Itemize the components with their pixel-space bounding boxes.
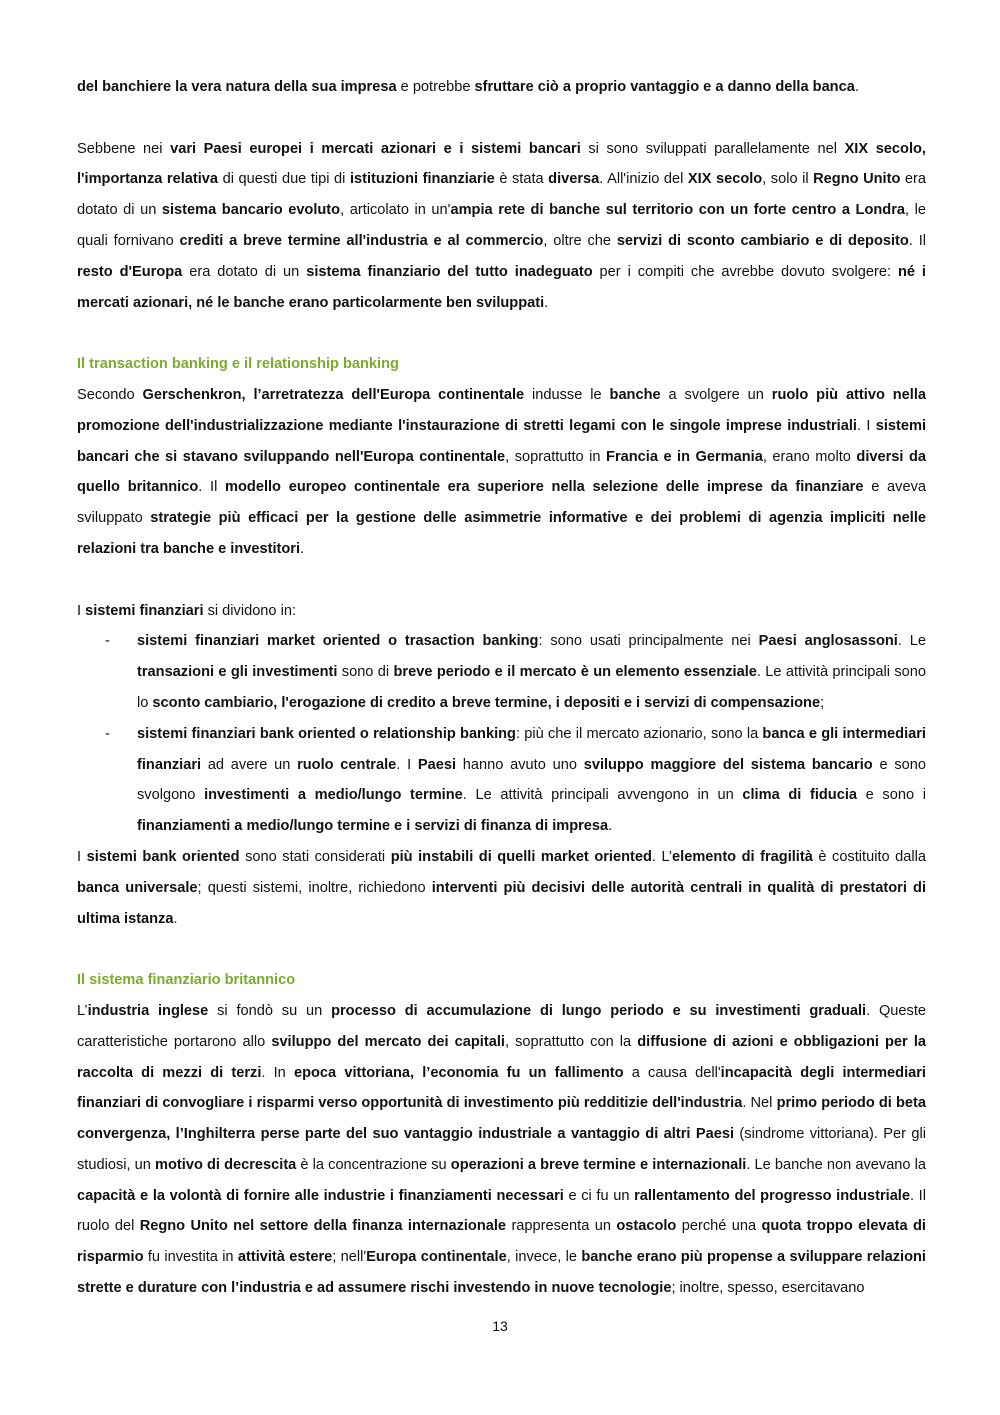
bold-text: quota troppo elevata di risparmio xyxy=(77,1218,926,1266)
page-number: 13 xyxy=(492,1318,508,1334)
bold-text: industria inglese xyxy=(87,1002,209,1019)
bold-text: capacità e la volontà di fornire alle industrie i finanziamenti necessari xyxy=(77,1187,564,1204)
bold-text: ampia rete di banche sul territorio con un forte centro a Londra xyxy=(450,202,906,219)
list-dash: - xyxy=(105,633,110,650)
bold-text: sfruttare ciò a proprio vantaggio e a danno della banca xyxy=(474,79,855,95)
bold-text: epoca vittoriana, l’economia fu un fallimento xyxy=(293,1064,624,1081)
text-run: , oltre che xyxy=(543,232,617,249)
bold-text: sistemi finanziari market oriented o trasaction banking xyxy=(137,633,539,650)
text-run: . I xyxy=(856,417,876,434)
bold-text: banche xyxy=(609,386,661,403)
list-item-bank-oriented xyxy=(77,719,926,842)
text-run: ad avere un xyxy=(201,756,298,773)
bold-text: Europa continentale xyxy=(366,1249,507,1266)
bold-text: Francia e in Germania xyxy=(606,448,763,465)
text-run: , solo il xyxy=(762,171,814,188)
text-run: si fondò su un xyxy=(208,1002,332,1019)
text-run: , articolato in un' xyxy=(340,202,451,219)
financial-systems-list xyxy=(77,626,926,842)
text-run: . All'inizio del xyxy=(599,171,688,188)
bold-text: ruolo centrale xyxy=(297,756,397,773)
text-run: è stata xyxy=(494,171,549,188)
text-run: ; inoltre, spesso, esercitavano xyxy=(671,1280,865,1297)
text-run: per i compiti che avrebbe dovuto svolgere: xyxy=(592,263,898,280)
bold-text: diversa xyxy=(548,171,600,188)
text-run: perché una xyxy=(676,1218,762,1235)
list-item-text xyxy=(137,633,926,711)
text-run: . xyxy=(854,79,859,95)
bold-text: Gerschenkron, l’arretratezza dell'Europa continentale xyxy=(142,386,525,403)
bold-text: Paesi anglosassoni xyxy=(758,633,898,650)
text-run: Secondo xyxy=(77,386,143,403)
text-run: sono di xyxy=(337,664,394,681)
text-run: . xyxy=(608,818,613,835)
text-run: indusse le xyxy=(524,386,610,403)
bold-text: istituzioni finanziarie xyxy=(349,171,495,188)
bold-text: sistemi bancari che si stavano sviluppando nell'Europa continentale xyxy=(77,417,927,465)
text-run: e potrebbe xyxy=(396,79,475,95)
list-item-text xyxy=(137,726,926,834)
bold-text: banche erano più propense a sviluppare relazioni strette e durature con l’industria e ad assumere rischi investendo in nuove tecnologie xyxy=(77,1249,926,1297)
bold-text: finanziamenti a medio/lungo termine e i servizi di finanza di impresa xyxy=(137,818,609,835)
bold-text: motivo di decrescita xyxy=(155,1156,297,1173)
bold-text: interventi più decisivi delle autorità centrali in qualità di prestatori di ultima istanza xyxy=(77,879,927,927)
bold-text: XIX secolo, l'importanza relativa xyxy=(77,140,926,188)
bold-text: ruolo più attivo nella promozione dell'industrializzazione mediante l'instaurazione di stretti legami con le singole imprese industriali xyxy=(77,386,927,434)
text-run: hanno avuto uno xyxy=(456,756,584,773)
text-run: . Il ruolo del xyxy=(77,1187,926,1235)
text-run: , erano molto xyxy=(762,448,857,465)
text-run: . Il xyxy=(198,479,226,496)
bold-text: sistemi finanziari bank oriented o relationship banking xyxy=(137,725,516,742)
text-run: e aveva sviluppato xyxy=(77,479,926,527)
text-run: ; questi sistemi, inoltre, richiedono xyxy=(197,879,432,896)
bold-text: banca e gli intermediari finanziari xyxy=(137,725,926,773)
section-heading-sistema-britannico: Il sistema finanziario britannico xyxy=(77,972,296,989)
bold-text: ostacolo xyxy=(616,1218,677,1235)
bold-text: strategie più efficaci per la gestione delle asimmetrie informative e dei problemi di agenzia impliciti nelle relazioni tra banche e investitori xyxy=(77,510,926,557)
bold-text: vari Paesi europei i mercati azionari e i sistemi bancari xyxy=(170,140,581,157)
text-run: di questi due tipi di xyxy=(218,171,350,188)
bold-text: sviluppo del mercato dei capitali xyxy=(271,1033,505,1050)
bold-text: servizi di sconto cambiario e di deposito xyxy=(616,232,909,249)
bold-text: né i mercati azionari, né le banche erano particolarmente ben sviluppati xyxy=(77,263,926,311)
bold-text: Regno Unito nel settore della finanza internazionale xyxy=(139,1218,507,1235)
bold-text: sistema finanziario del tutto inadeguato xyxy=(306,263,593,280)
list-dash: - xyxy=(105,725,110,742)
paragraph-sebbene xyxy=(77,134,926,319)
text-run: sono stati considerati xyxy=(239,848,391,865)
text-run: , soprattutto in xyxy=(505,448,607,465)
paragraph-bank-oriented xyxy=(77,842,926,934)
text-run: e sono svolgono xyxy=(137,756,926,804)
text-run: è costituito dalla xyxy=(812,848,926,865)
paragraph-sistemi-finanziari xyxy=(77,596,926,627)
bold-text: sistema bancario evoluto xyxy=(161,202,341,219)
text-run: : più che il mercato azionario, sono la xyxy=(515,725,763,742)
text-run: e ci fu un xyxy=(563,1187,635,1204)
text-run: e sono i xyxy=(857,787,926,804)
bold-text: crediti a breve termine all'industria e al commercio xyxy=(179,232,544,249)
text-run: , le quali fornivano xyxy=(77,202,926,249)
bold-text: sistemi bank oriented xyxy=(86,848,240,865)
paragraph-gerschenkron xyxy=(77,380,926,565)
paragraph-intro xyxy=(77,72,926,103)
bold-text: banca universale xyxy=(77,879,198,896)
bold-text: modello europeo continentale era superiore nella selezione delle imprese da finanziare xyxy=(225,479,864,496)
list-item-market-oriented xyxy=(77,626,926,718)
bold-text: sconto cambiario, l'erogazione di credito a breve termine, i depositi e i servizi di compensazione xyxy=(152,694,821,711)
text-run: : sono usati principalmente nei xyxy=(538,633,759,650)
bold-text: attività estere xyxy=(237,1249,333,1266)
bold-text: rallentamento del progresso industriale xyxy=(634,1187,910,1204)
text-run: ; nell' xyxy=(332,1249,367,1266)
text-run: . xyxy=(173,910,178,927)
bold-text: sviluppo maggiore del sistema bancario xyxy=(583,756,873,773)
text-run: L’ xyxy=(77,1002,88,1019)
text-run: , invece, le xyxy=(506,1249,582,1266)
bold-text: del banchiere la vera natura della sua impresa xyxy=(77,79,397,95)
bold-text: clima di fiducia xyxy=(742,787,858,804)
bold-text: diffusione di azioni e obbligazioni per la raccolta di mezzi di terzi xyxy=(77,1033,926,1081)
text-run: . Il xyxy=(908,232,927,249)
bold-text: più instabili di quelli market oriented xyxy=(390,848,652,865)
bold-text: processo di accumulazione di lungo periodo e su investimenti graduali xyxy=(331,1002,867,1019)
bold-text: transazioni e gli investimenti xyxy=(137,664,338,681)
text-run: . I xyxy=(396,756,418,773)
text-run: . Le attività principali sono lo xyxy=(137,664,927,711)
bold-text: Paesi xyxy=(417,756,457,773)
text-run: . Queste caratteristiche portarono allo xyxy=(77,1002,927,1050)
text-run: . Le banche non avevano la xyxy=(746,1156,927,1173)
bold-text: diversi da quello britannico xyxy=(77,448,927,496)
bold-text: elemento di fragilità xyxy=(672,848,813,865)
text-run: . Le attività principali avvengono in un xyxy=(462,787,743,804)
text-run: , soprattutto con la xyxy=(504,1033,638,1050)
text-run: era dotato di un xyxy=(77,171,927,219)
bold-text: Regno Unito xyxy=(813,171,901,188)
paragraph-britannico xyxy=(77,996,926,1304)
bold-text: XIX secolo xyxy=(687,171,763,188)
text-run: si sono sviluppati parallelamente nel xyxy=(580,140,845,157)
text-run: è la concentrazione su xyxy=(296,1156,451,1173)
text-run: I xyxy=(77,848,87,865)
bold-text: resto d'Europa xyxy=(77,263,183,280)
text-run: . xyxy=(544,294,549,311)
text-run: . In xyxy=(261,1064,294,1081)
bold-text: primo periodo di beta convergenza, l’Inghilterra perse parte del suo vantaggio industriale a vantaggio di altri Paesi xyxy=(77,1095,927,1143)
text-run: ; xyxy=(820,694,825,711)
bold-text: sistemi finanziari xyxy=(85,602,204,619)
text-run: a svolgere un xyxy=(660,386,772,403)
text-run: . Nel xyxy=(742,1095,777,1112)
section-heading-transaction-banking: Il transaction banking e il relationship banking xyxy=(77,356,399,373)
bold-text: breve periodo e il mercato è un elemento essenziale xyxy=(393,664,757,681)
text-run: a causa dell' xyxy=(623,1064,721,1081)
document-page xyxy=(77,72,926,1304)
text-run: . xyxy=(300,540,305,557)
bold-text: investimenti a medio/lungo termine xyxy=(204,787,463,804)
bold-text: incapacità degli intermediari finanziari di convogliare i risparmi verso opportunità di investimento più redditizie dell'industria xyxy=(77,1064,926,1112)
text-run: (sindrome vittoriana). Per gli studiosi, un xyxy=(77,1126,926,1173)
text-run: fu investita in xyxy=(143,1249,238,1266)
text-run: Sebbene nei xyxy=(77,140,171,157)
text-run: . Le xyxy=(897,633,926,650)
bold-text: operazioni a breve termine e internazionali xyxy=(450,1156,747,1173)
text-run: I xyxy=(77,602,86,619)
text-run: . L’ xyxy=(651,848,673,865)
text-run: rappresenta un xyxy=(506,1218,617,1235)
text-run: era dotato di un xyxy=(182,263,307,280)
text-run: si dividono in: xyxy=(203,602,297,619)
